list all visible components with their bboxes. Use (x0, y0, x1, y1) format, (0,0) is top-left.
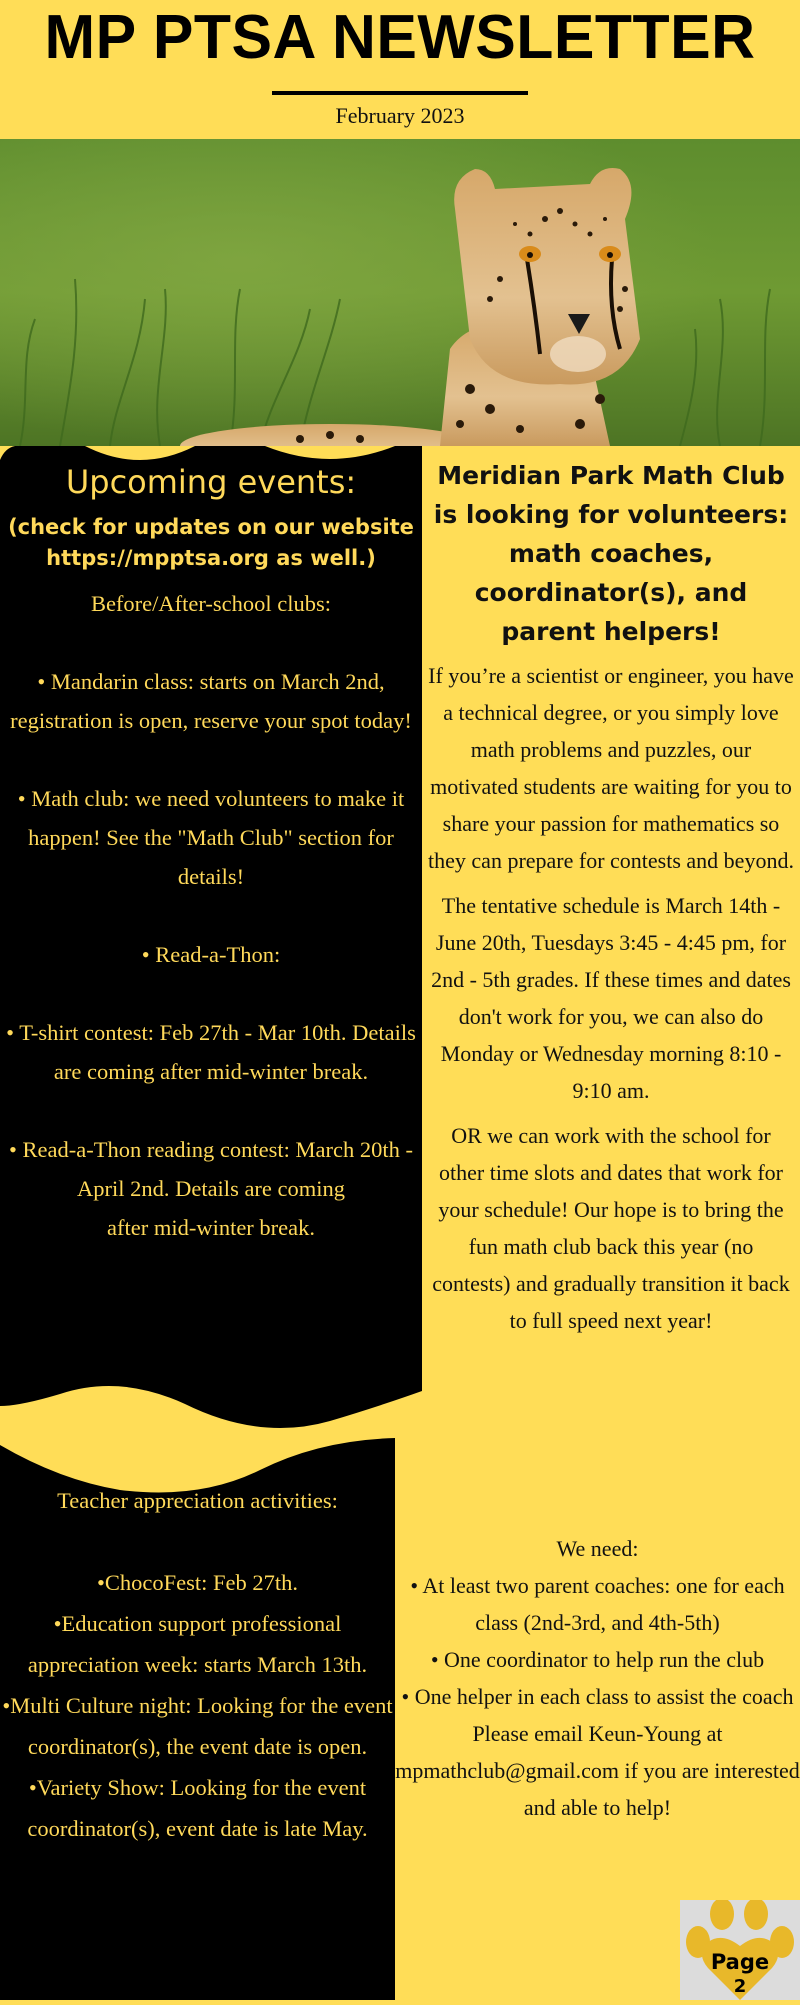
math-club-section (422, 446, 800, 1347)
need-item-coordinator: • One coordinator to help run the club (430, 1647, 765, 1672)
contact-text: Please email Keun-Young at mpmathclub@gmail.com if you are interested and able to help! (395, 1721, 800, 1820)
need-item-coaches: • At least two parent coaches: one for each class (2nd-3rd, and 4th-5th) (410, 1573, 785, 1635)
title-divider (272, 91, 528, 95)
upcoming-events-heading: Upcoming events: (65, 463, 357, 501)
cheetah-image (0, 139, 800, 446)
event-item-mandarin: • Mandarin class: starts on March 2nd, registration is open, reserve your spot today! (10, 669, 412, 733)
math-club-schedule: The tentative schedule is March 14th - June 20th, Tuesdays 3:45 - 4:45 pm, for 2nd - 5th grades. If these times and dates don't work for you, we can also do Monday or Wednesday morning 8:10 - 9:10 am. (431, 893, 791, 1103)
math-club-heading: Meridian Park Math Club is looking for volunteers: math coaches, coordinator(s), and parent helpers! (433, 461, 789, 646)
math-club-intro: If you’re a scientist or engineer, you have a technical degree, or you simply love math problems and puzzles, our motivated students are waiting for you to share your passion for mathematics so they can prepare for contests and beyond. (428, 663, 794, 873)
teacher-item-multi-culture: •Multi Culture night: Looking for the event coordinator(s), the event date is open. (2, 1693, 393, 1759)
math-club-needs (395, 1530, 800, 1826)
teacher-item-esp-week: •Education support professional appreciation week: starts March 13th. (27, 1611, 368, 1677)
event-item-read-a-thon: • Read-a-Thon: (141, 942, 281, 967)
newsletter-header (0, 0, 800, 138)
teacher-item-variety-show: •Variety Show: Looking for the event coordinator(s), event date is late May. (27, 1775, 368, 1841)
page-number: 2 (733, 1976, 747, 1997)
issue-date: February 2023 (335, 103, 465, 128)
teacher-appreciation-heading: Teacher appreciation activities: (57, 1488, 338, 1513)
page-label: Page (710, 1950, 770, 1974)
event-item-reading-contest-cont: after mid-winter break. (106, 1215, 316, 1240)
math-club-alternative: OR we can work with the school for other time slots and dates that work for your schedule! Our hope is to bring the fun math club back this year (no contests) and gradually transition it back to full speed next year! (432, 1123, 790, 1333)
website-note: (check for updates on our website https://mpptsa.org as well.) (8, 515, 414, 570)
cheetah-photo (0, 139, 800, 446)
event-item-tshirt-contest: • T-shirt contest: Feb 27th - Mar 10th. Details are coming after mid-winter break. (6, 1020, 416, 1084)
teacher-item-chocofest: •ChocoFest: Feb 27th. (96, 1570, 298, 1595)
clubs-label: Before/After-school clubs: (90, 591, 332, 616)
teacher-appreciation-section (0, 1480, 395, 1849)
upcoming-events-section (0, 458, 422, 1247)
newsletter-title: MP PTSA NEWSLETTER (44, 3, 756, 72)
need-item-helper: • One helper in each class to assist the coach (401, 1684, 794, 1709)
event-item-reading-contest: • Read-a-Thon reading contest: March 20th - April 2nd. Details are coming (9, 1137, 413, 1201)
event-item-math-club: • Math club: we need volunteers to make it happen! See the "Math Club" section for details! (17, 786, 405, 889)
needs-label: We need: (556, 1536, 639, 1561)
page-badge (680, 1900, 800, 2000)
